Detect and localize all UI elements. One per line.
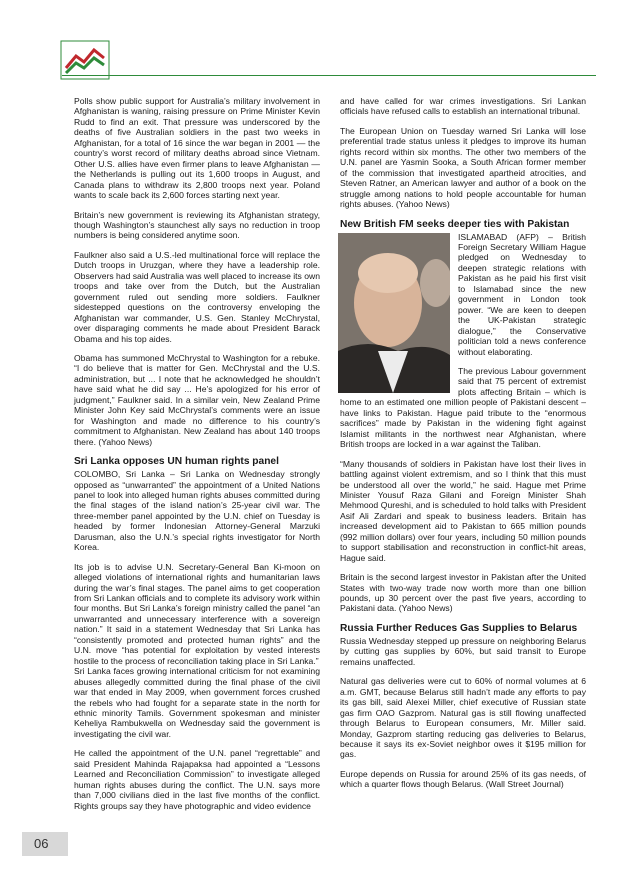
publication-logo — [60, 40, 110, 80]
article-paragraph: COLOMBO, Sri Lanka – Sri Lanka on Wednesday strongly opposed as “unwarranted” the appointment of a United Nations panel to look into alleged human rights abuses committed during the final stages of the island nation’s 25-year civil war. The three-member panel appointed by the U.N. chief on Tuesday is headed by former Indonesian Attorney-General Marzuki Darusman, also the U.N.’s special rights investigator for North Korea. — [74, 469, 320, 553]
article-paragraph: The European Union on Tuesday warned Sri Lanka will lose preferential trade status unless it pledges to improve its human rights record within six months. The other two members of the U.N. panel are Yasmin Sooka, a South African former member of the commission that investigated apartheid atrocities, and Steven Ratner, an American lawyer and author of a book on the struggle among nations to hold people accountable for human rights abuses. (Yahoo News) — [340, 125, 586, 210]
headline-sri-lanka: Sri Lanka opposes UN human rights panel — [74, 456, 279, 468]
article-paragraph: He called the appointment of the U.N. panel “regrettable” and said President Mahinda Rajapaksa had appointed a “Lessons Learned and Reconciliation Commission” to investigate alleged human rights abuses during the conflict. The U.N. says more than 7,000 civilians died in the last five months of the conflict. Rights groups say they have photographic and video evidence — [74, 748, 320, 811]
article-paragraph: Obama has summoned McChrystal to Washington for a rebuke. “I do believe that is matter for Gen. McChrystal and the U.S. administration, but ... I note that he acknowledged he shouldn’t have said what he did say ... He’s apologized for his error of judgment,” Faulkner said. In a similar vein, New Zealand Prime Minister John Key said McChrystal’s comments were an issue for Washington and made no difference to his country’s commitment to Afghanistan. New Zealand has about 140 troops there. (Yahoo News) — [74, 352, 320, 447]
right-column — [340, 96, 586, 799]
article-paragraph: Britain is the second largest investor in Pakistan after the United States with two-way trade now worth more than one billion pounds, up 30 percent over the past five years, according to Pakistani data. (Yahoo News) — [340, 572, 586, 614]
left-column — [74, 96, 320, 820]
article-paragraph: Sri Lanka faces growing international criticism for not examining abuses allegedly committed during the final phase of the civil war that ended in May 2009, when government forces crushed the rebels who had fought for a separate state in the north for ethnic minority Tamils. Government spokesman and minister Keheliya Rambukwella on Wednesday said the government is investigating the civil war. — [74, 666, 320, 739]
article-paragraph: Polls show public support for Australia’s military involvement in Afghanistan is waning, raising pressure on Prime Minister Kevin Rudd to find an exit. That pressure was underscored by the deaths of five Australian soldiers in the past two weeks in Afghanistan, for a total of 16 since the war began in 2001 — the country’s worst record of military deaths abroad since Vietnam. Other U.S. allies have even firmer plans to leave Afghanistan — the Netherlands is pulling out its 1,600 troops in August, and Canada plans to withdraw its 2,800 troops next year. Poland wants to scale back its 2,600 forces starting next year. — [74, 96, 320, 201]
page-number: 06 — [34, 836, 49, 851]
article-paragraph: The previous Labour government said that 75 percent of extremist plots affecting Britain – which is home to an estimated one million people of Pakistani descent – have links to Pakistan. Hague paid tribute to the “enormous sacrifices” made by Pakistan in the widening fight against Islamist militants in the northwest near Afghanistan, where British troops are locked in a war against the Taliban. — [340, 365, 586, 450]
article-paragraph: ISLAMABAD (AFP) – British Foreign Secretary William Hague pledged on Wednesday to deepen strategic relations with Pakistan as he paid his first visit to Islamabad since the new government in London took power. “We are keen to deepen the UK-Pakistan strategic dialogue,” the Conservative politician told a news conference without elaborating. — [458, 231, 586, 357]
article-paragraph: “Many thousands of soldiers in Pakistan have lost their lives in battling against violent extremism, and so I think that this must be understood all over the world,” he said. Hague met Prime Minister Yousuf Raza Gilani and Foreign Minister Shah Mehmood Qureshi, and is scheduled to hold talks with President Asif Ali Zardari and speak to business leaders. Britain has increased development aid to Pakistan to 665 million pounds (992 million dollars) over four years, including 50 million pounds to support stabilisation and reconstruction in conflict-hit areas, Hague said. — [340, 458, 586, 563]
headline-british-fm: New British FM seeks deeper ties with Pakistan — [340, 218, 570, 230]
article-paragraph: and have called for war crimes investigations. Sri Lankan officials have refused calls to establish an international tribunal. — [340, 96, 586, 117]
article-paragraph: Britain’s new government is reviewing its Afghanistan strategy, though Washington’s staunchest ally says no reduction in troop numbers is being considered anytime soon. — [74, 209, 320, 241]
article-paragraph: Faulkner also said a U.S.-led multinational force will replace the Dutch troops in Uruzgan, where they have a leadership role. Observers had said Australia was well placed to increase its own troops and take over from the Dutch, but the Australian government ruled out sending more soldiers. Faulkner sidestepped questions on the controversy enveloping the Afghanistan war commander, U.S. Gen. Stanley McChrystal, over disparaging comments he made about President Barack Obama and his top aides. — [74, 249, 320, 344]
article-paragraph: Russia Wednesday stepped up pressure on neighboring Belarus by cutting gas supplies by 60%, but said transit to Europe remains unaffected. — [340, 635, 586, 667]
header-rule — [62, 75, 596, 76]
article-paragraph: Europe depends on Russia for around 25% of its gas needs, of which a quarter flows though Belarus. (Wall Street Journal) — [340, 768, 586, 790]
article-paragraph: Natural gas deliveries were cut to 60% of normal volumes at 6 a.m. GMT, because Belarus still hadn’t made any efforts to pay its gas bill, said Alexei Miller, chief executive of Russian state gas firm OAO Gazprom. Natural gas is still flowing unaffected through Belarus to European consumers, Mr. Miller said. Monday, Gazprom starting reducing gas deliveries to Belarus, because it says its ex-Soviet neighbor owes it $195 million for gas. — [340, 676, 586, 760]
headline-russia-gas: Russia Further Reduces Gas Supplies to Belarus — [340, 622, 578, 634]
hague-photo — [338, 233, 450, 393]
article-paragraph: Its job is to advise U.N. Secretary-General Ban Ki-moon on alleged violations of international rights and humanitarian laws during the war’s final stages. The panel aims to get cooperation from Sri Lankan officials and to complete its advisory work within four months. But Sri Lanka’s foreign ministry called the panel “an unwarranted and unnecessary interference with a sovereign nation.” It said in a statement Wednesday that Sri Lanka has “consistently promoted and protected human rights” and the U.N. move “has potential for exploitation by vested interests hostile to the process of reconciliation taking place in Sri Lanka.” — [74, 561, 320, 666]
